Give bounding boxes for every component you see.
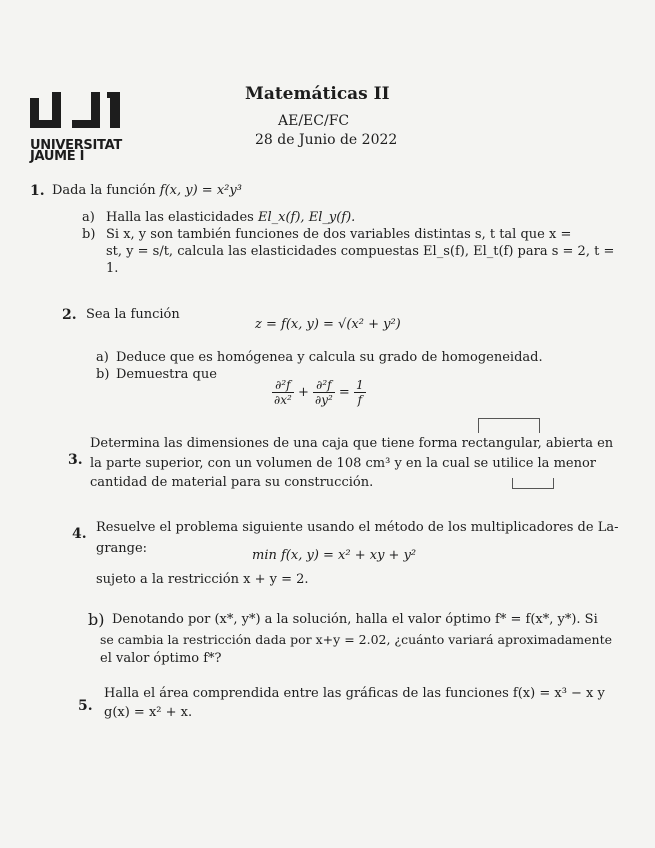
problem-1-intro (52, 183, 242, 199)
logo-text-line2: JAUME I (30, 149, 85, 164)
equals-sign: = (338, 385, 350, 400)
problem-2a-text: Deduce que es homógenea y calcula su grado de homogeneidad. (116, 350, 543, 365)
problem-5-line1: Halla el área comprendida entre las gráficas de las funciones f(x) = x³ − x y (104, 686, 605, 701)
problem-2b-label: b) (96, 367, 110, 382)
problem-4b-line2: se cambia la restricción dada por x+y = 2.02, ¿cuánto variará aproximadamente (100, 632, 613, 647)
problem-2-number: 2. (62, 307, 77, 323)
problem-3-line2: la parte superior, con un volumen de 108 cm³ y en la cual se utilice la menor (90, 456, 597, 471)
frac-1-over-f: $\frac{1}{f}$ (355, 378, 364, 407)
exam-title: Matemáticas II (245, 84, 390, 104)
problem-1-intro-text: Dada la función (52, 183, 156, 198)
problem-1a-text: Halla las elasticidades (106, 210, 254, 225)
problem-4-constraint: sujeto a la restricción x + y = 2. (96, 572, 309, 587)
exam-date: 28 de Junio de 2022 (255, 132, 398, 148)
problem-1a (106, 210, 355, 226)
problem-1b-line2: st, y = s/t, calcula las elasticidades compuestas El_s(f), El_t(f) para s = 2, t = (106, 244, 615, 259)
problem-1b-label: b) (82, 227, 96, 242)
problem-2-equation: z = f(x, y) = √(x² + y²) (255, 317, 401, 332)
problem-3-number: 3. (68, 452, 83, 468)
problem-1-number: 1. (30, 183, 45, 199)
problem-4-line2: grange: (96, 541, 148, 556)
logo-text-line1: UNIVERSITAT (30, 138, 122, 153)
problem-1b-line3: 1. (106, 261, 119, 276)
logo-mark (30, 92, 130, 130)
problem-1-function: f(x, y) = x²y³ (159, 183, 242, 198)
plus-sign: + (297, 385, 309, 400)
frac-d2f-dx2: $\frac{\text{∂²f}}{\text{∂x²}}$ (274, 378, 292, 407)
problem-2b-identity (272, 378, 366, 407)
problem-4-objective: min f(x, y) = x² + xy + y² (252, 548, 417, 563)
problem-2b-text: Demuestra que (116, 367, 217, 382)
problem-5-line2: g(x) = x² + x. (104, 705, 193, 720)
exam-programs: AE/EC/FC (278, 113, 350, 129)
problem-5-number: 5. (78, 698, 93, 714)
problem-2a-label: a) (96, 350, 109, 365)
problem-3-line3: cantidad de material para su construcción. (90, 475, 374, 490)
problem-2-intro: Sea la función (86, 307, 180, 322)
problem-4-line1: Resuelve el problema siguiente usando el método de los multiplicadores de La- (96, 520, 619, 535)
university-logo (30, 92, 130, 162)
problem-1a-label: a) (82, 210, 95, 225)
problem-1a-formula: El_x(f), El_y(f). (258, 210, 356, 225)
problem-1b-line1: Si x, y son también funciones de dos variables distintas s, t tal que x = (106, 227, 572, 242)
problem-4b-line1: Denotando por (x*, y*) a la solución, halla el valor óptimo f* = f(x*, y*). Si (112, 612, 598, 627)
problem-4b-line3: el valor óptimo f*? (100, 651, 222, 666)
problem-4b-label: b) (88, 610, 105, 629)
frac-d2f-dy2: $\frac{\text{∂²f}}{\text{∂y²}}$ (314, 378, 333, 407)
pencil-scribble-box (478, 418, 540, 433)
problem-4-number: 4. (72, 526, 87, 542)
pencil-scribble-corner (512, 478, 554, 489)
problem-3-line1: Determina las dimensiones de una caja que tiene forma rectangular, abierta en (90, 436, 614, 451)
